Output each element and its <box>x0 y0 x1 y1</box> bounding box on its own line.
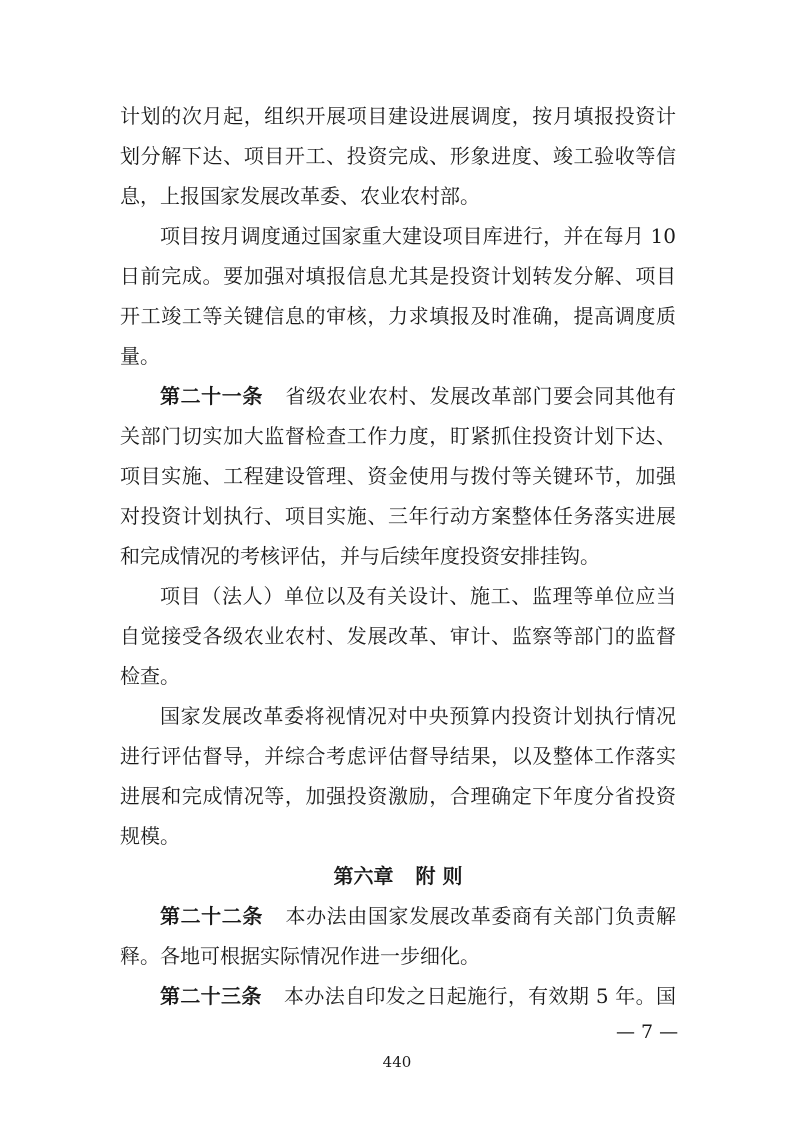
text-line: 对投资计划执行、项目实施、三年行动方案整体任务落实进展 <box>120 504 676 528</box>
text-line: 量。 <box>120 344 160 368</box>
paragraph <box>120 96 676 216</box>
article-number: 第二十一条 <box>160 384 263 408</box>
text-line: 和完成情况的考核评估，并与后续年度投资安排挂钩。 <box>120 544 600 568</box>
text-line: 日前完成。要加强对填报信息尤其是投资计划转发分解、项目 <box>120 264 676 288</box>
text-line: 自觉接受各级农业农村、发展改革、审计、监察等部门的监督 <box>120 624 676 648</box>
text-line: 进展和完成情况等，加强投资激励，合理确定下年度分省投资 <box>120 784 676 808</box>
text-line <box>120 896 676 936</box>
text-line: 国家发展改革委将视情况对中央预算内投资计划执行情况 <box>160 704 676 728</box>
article-21 <box>120 376 676 576</box>
text-line <box>120 976 676 1016</box>
document-body <box>120 96 676 1016</box>
text-line: 项目实施、工程建设管理、资金使用与拨付等关键环节，加强 <box>120 464 676 488</box>
text-line: 规模。 <box>120 824 180 848</box>
text-line: 划分解下达、项目开工、投资完成、形象进度、竣工验收等信 <box>120 144 676 168</box>
article-22 <box>120 896 676 976</box>
chapter-number: 第六章 <box>333 864 394 888</box>
article-number: 第二十二条 <box>160 904 263 928</box>
text-line: 项目按月调度通过国家重大建设项目库进行，并在每月 10 <box>160 224 676 248</box>
article-text: 省级农业农村、发展改革部门要会同其他有 <box>284 384 676 408</box>
text-line: 计划的次月起，组织开展项目建设进展调度，按月填报投资计 <box>120 104 676 128</box>
chapter-title: 附 则 <box>415 864 463 888</box>
text-line: 开工竣工等关键信息的审核，力求填报及时准确，提高调度质 <box>120 304 676 328</box>
article-text: 本办法自印发之日起施行，有效期 5 年。国 <box>283 984 676 1008</box>
text-line: 项目（法人）单位以及有关设计、施工、监理等单位应当 <box>160 584 676 608</box>
text-line: 检查。 <box>120 664 180 688</box>
text-line: 进行评估督导，并综合考虑评估督导结果，以及整体工作落实 <box>120 744 676 768</box>
paragraph <box>120 576 676 696</box>
paragraph <box>120 216 676 376</box>
text-line: 关部门切实加大监督检查工作力度，盯紧抓住投资计划下达、 <box>120 424 676 448</box>
paragraph <box>120 696 676 856</box>
archive-number: 440 <box>382 1053 412 1071</box>
article-23 <box>120 976 676 1016</box>
chapter-heading <box>120 856 676 896</box>
article-text: 本办法由国家发展改革委商有关部门负责解 <box>284 904 676 928</box>
page-number: — 7 — <box>616 1021 679 1043</box>
article-number: 第二十三条 <box>160 984 262 1008</box>
text-line <box>120 376 676 416</box>
text-line: 息，上报国家发展改革委、农业农村部。 <box>120 184 480 208</box>
text-line: 释。各地可根据实际情况作进一步细化。 <box>120 944 480 968</box>
